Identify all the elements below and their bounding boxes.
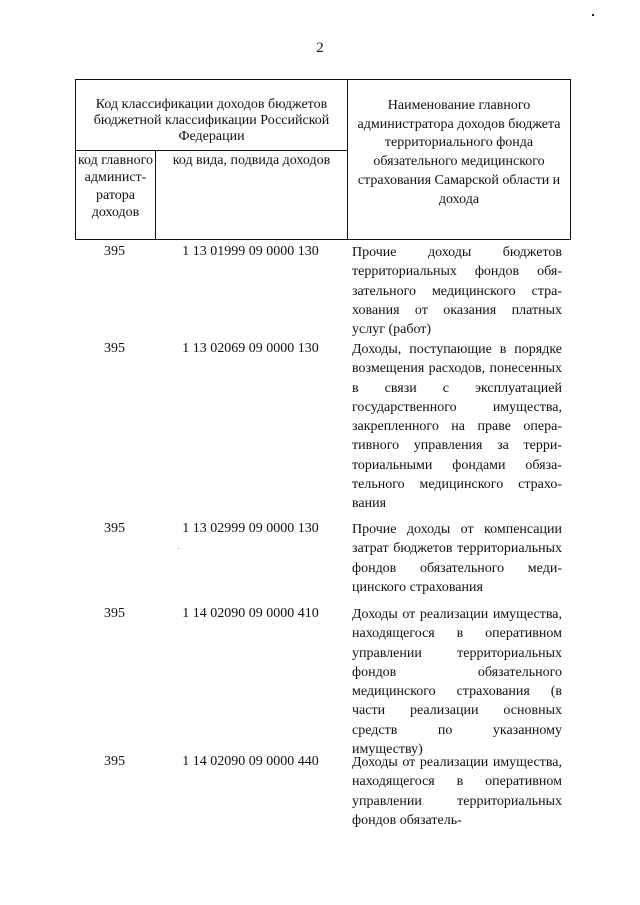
revenue-name-cell: Доходы от реализации имущества, находящегося в оперативном управлении территориальных фондов обязательного медицинского страхования (в части реализации основных средств по указанному имуществу) (352, 607, 562, 758)
header-administrator-name: Наименование главного администратора доходов бюджета территориального фонда обязательного медицинского страхования Самарской области и дохода (357, 98, 561, 207)
revenue-code-cell: 1 13 01999 09 0000 130 (182, 244, 319, 259)
stray-mark (592, 14, 594, 16)
header-revenue-code: код вида, подвида доходов (172, 153, 331, 168)
scan-dot (178, 548, 179, 549)
admin-code-cell: 395 (104, 341, 125, 356)
revenue-code-cell: 1 13 02069 09 0000 130 (182, 341, 319, 356)
admin-code-cell: 395 (104, 244, 125, 259)
revenue-code-cell: 1 14 02090 09 0000 410 (182, 606, 319, 621)
page-number: 2 (316, 40, 324, 56)
revenue-name-cell: Доходы от реализации имущества, находящегося в оперативном управлении территориальных фондов обязатель- (352, 755, 562, 828)
header-admin-code: код главного админист-ратора доходов (77, 153, 154, 221)
revenue-name-cell: Доходы, поступающие в порядке возмещения расходов, понесенных в связи с эксплуатацией государственного имущества, закрепленного на праве оперативного управления за территориальными фондами обязательного медицинского страхования (352, 342, 562, 512)
revenue-code-cell: 1 13 02999 09 0000 130 (182, 521, 319, 536)
revenue-name-cell: Прочие доходы бюджетов территориальных фондов обязательного медицинского страхования от оказания платных услуг (работ) (352, 245, 562, 338)
revenue-name-cell: Прочие доходы от компенсации затрат бюджетов территориальных фондов обязательного медицинского страхования (352, 522, 562, 595)
header-classification-code: Код классификации доходов бюджетов бюджетной классификации Российской Федерации (93, 97, 330, 144)
revenue-code-cell: 1 14 02090 09 0000 440 (182, 754, 319, 769)
table-header (75, 79, 571, 240)
header-divider-horizontal (76, 150, 347, 151)
admin-code-cell: 395 (104, 521, 125, 536)
admin-code-cell: 395 (104, 606, 125, 621)
admin-code-cell: 395 (104, 754, 125, 769)
